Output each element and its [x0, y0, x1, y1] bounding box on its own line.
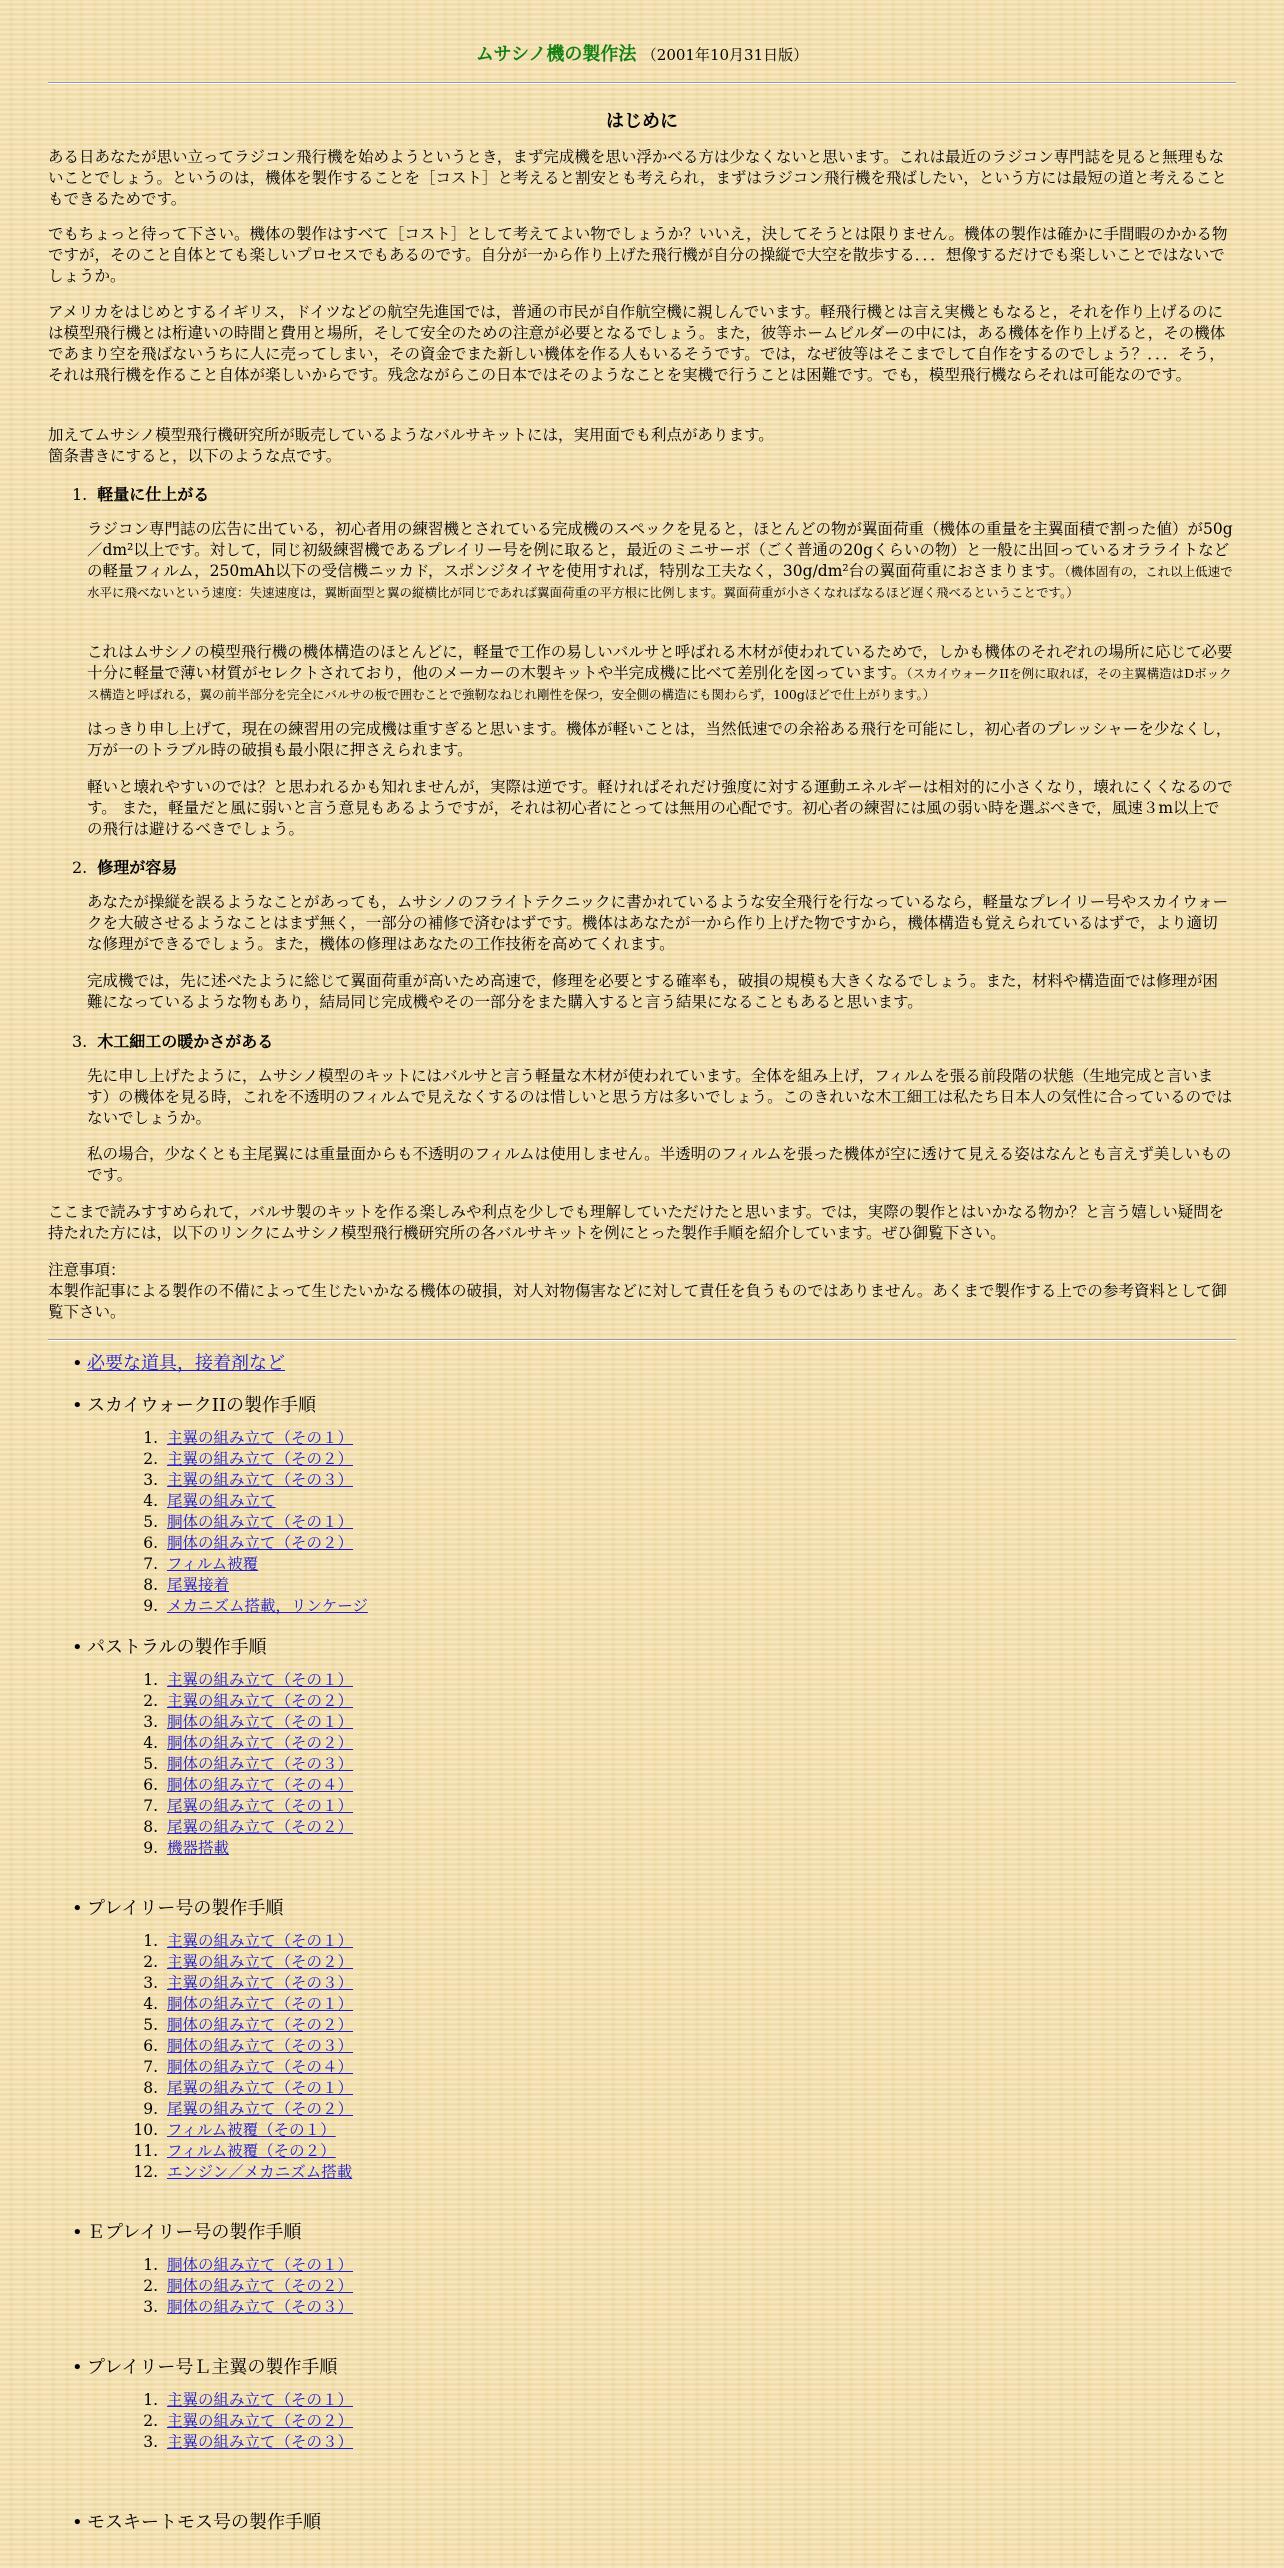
intro-paragraph-2: でもちょっと待って下さい。機体の製作はすべて［コスト］として考えてよい物でしょうか？いいえ，決してそうとは限りません。機体の製作は確かに手間暇のかかる物ですが，そのこと自体とても楽しいプロセスでもあるのです。自分が一から作り上げた飛行機が自分の操縦で大空を散歩する．．．想像するだけでも楽しいことではないでしょうか。 [48, 225, 1228, 285]
list-item [163, 2411, 1232, 2432]
section-heading: はじめに [606, 111, 678, 132]
procedure-index [52, 1352, 1232, 2535]
list-item [163, 1470, 1232, 1491]
list-item [163, 1428, 1232, 1449]
point-number: 3. [72, 1032, 88, 1051]
paragraph-text: これはムサシノの模型飛行機の機体構造のほとんどに，軽量で工作の易しいバルサと呼ばれる木材が使われているためで，しかも機体のそれぞれの場所に応じて必要十分に軽量で薄い材質がセレクトされており，他のメーカーの木製キットや半完成機に比べて差別化を図っています。 [87, 643, 1233, 682]
list-item [163, 1512, 1232, 1533]
section-title: プレイリー号Ｌ主翼の製作手順 [87, 2357, 338, 2378]
point-1-paragraph-1 [87, 519, 1233, 603]
list-item [163, 2141, 1232, 2162]
procedure-link[interactable]: 主翼の組み立て（その２） [167, 1953, 354, 1971]
paragraph-note: （スカイウォークIIを例に取れば，その主翼構造はDボックス構造と呼ばれる，翼の前半部分を完全にバルサの板で囲むことで強靭なねじれ剛性を保つ，安全側の構造にも関わらず，100gほどで仕上がります。） [87, 666, 1232, 702]
page-header [0, 40, 1284, 66]
point-number: 1. [72, 485, 88, 504]
list-item [163, 1973, 1232, 1994]
procedure-list [87, 2390, 1232, 2453]
procedure-link[interactable]: 胴体の組み立て（その１） [167, 2256, 354, 2274]
list-item [163, 1817, 1232, 1838]
procedure-link[interactable]: 尾翼の組み立て（その２） [167, 2100, 354, 2118]
procedure-list [87, 1428, 1232, 1617]
list-item [163, 2432, 1232, 2453]
list-item [163, 1775, 1232, 1796]
section-title: Ｅプレイリー号の製作手順 [87, 2222, 302, 2243]
list-item [163, 1691, 1232, 1712]
point-3-paragraph-1: 先に申し上げたように，ムサシノ模型のキットにはバルサと言う軽量な木材が使われています。全体を組み上げ，フィルムを張る前段階の状態（生地完成と言います）の機体を見る時，これを不透明のフィルムで見えなくするのは惜しいと思う方は多いでしょう。このきれいな木工細工は私たち日本人の気性に合っているのではないでしょうか。 [87, 1067, 1233, 1127]
point-3-heading [72, 1029, 273, 1052]
procedure-link[interactable]: 機器搭載 [167, 1839, 230, 1857]
top-divider [48, 82, 1236, 84]
procedure-link[interactable]: 主翼の組み立て（その１） [167, 1671, 354, 1689]
list-item [163, 1554, 1232, 1575]
section-title: パストラルの製作手順 [87, 1637, 267, 1658]
procedure-link[interactable]: 尾翼の組み立て（その１） [167, 1797, 354, 1815]
procedure-link[interactable]: 主翼の組み立て（その３） [167, 1974, 354, 1992]
point-2-heading [72, 855, 177, 878]
list-item [163, 2078, 1232, 2099]
procedure-link[interactable]: 主翼の組み立て（その１） [167, 1932, 354, 1950]
procedure-list [87, 2255, 1232, 2318]
intro-paragraph-4a: 加えてムサシノ模型飛行機研究所が販売しているようなバルサキットには，実用面でも利点があります。 [48, 426, 774, 444]
procedure-link[interactable]: 主翼の組み立て（その２） [167, 2412, 354, 2430]
list-item [52, 1352, 1232, 1376]
point-title: 木工細工の暖かさがある [97, 1032, 274, 1051]
list-item [163, 1733, 1232, 1754]
intro-paragraph-1: ある日あなたが思い立ってラジコン飛行機を始めようというとき，まず完成機を思い浮かべる方は少なくないと思います。これは最近のラジコン専門誌を見ると無理もないことでしょう。というのは，機体を製作することを［コスト］と考えると割安とも考えられ，まずはラジコン飛行機を飛ばしたい，という方には最短の道と考えることもできるためです。 [48, 148, 1227, 208]
list-item [163, 1575, 1232, 1596]
toc-section-prairie-l-wing [52, 2356, 1232, 2453]
procedure-link[interactable]: 胴体の組み立て（その３） [167, 1755, 354, 1773]
procedure-link[interactable]: 胴体の組み立て（その４） [167, 2058, 354, 2076]
procedure-link[interactable]: 尾翼の組み立て（その２） [167, 1818, 354, 1836]
procedure-link[interactable]: 胴体の組み立て（その１） [167, 1513, 354, 1531]
list-item [163, 2276, 1232, 2297]
intro-paragraph-3: アメリカをはじめとするイギリス，ドイツなどの航空先進国では，普通の市民が自作航空機に親しんでいます。軽飛行機とは言え実機ともなると，それを作り上げるのには模型飛行機とは桁違いの時間と費用と場所，そして安全のための注意が必要となるでしょう。また，彼等ホームビルダーの中には，ある機体を作り上げると，その機体であまり空を飛ばないうちに人に売ってしまい，その資金でまた新しい機体を作る人もいるそうです。では，なぜ彼等はそこまでして自作をするのでしょう？．．．そう，それは飛行機を作ること自体が楽しいからです。残念ながらこの日本ではそのようなことを実機で行うことは困難です。でも，模型飛行機ならそれは可能なのです。 [48, 303, 1226, 384]
list-item [163, 1449, 1232, 1470]
procedure-link[interactable]: フィルム被覆 [167, 1555, 259, 1573]
list-item [163, 2099, 1232, 2120]
procedure-list [87, 1931, 1232, 2183]
list-item [163, 1712, 1232, 1733]
point-title: 修理が容易 [97, 858, 178, 877]
point-1-paragraph-4: 軽いと壊れやすいのでは？と思われるかも知れませんが，実際は逆です。軽ければそれだけ強度に対する運動エネルギーは相対的に小さくなり，壊れにくくなるのです。 また，軽量だと風に弱いと言う意見もあるようですが，それは初心者にとっては無用の心配です。初心者の練習には風の弱い時を選ぶべきで，風速３m以上での飛行は避けるべきでしょう。 [87, 778, 1233, 838]
point-title: 軽量に仕上がる [97, 485, 210, 504]
page-date: （2001年10月31日版） [641, 46, 809, 64]
point-1-heading [72, 482, 209, 505]
page-title: ムサシノ機の製作法 [475, 44, 637, 65]
procedure-link[interactable]: 主翼の組み立て（その２） [167, 1692, 354, 1710]
procedure-link[interactable]: 胴体の組み立て（その２） [167, 1734, 354, 1752]
procedure-link[interactable]: 胴体の組み立て（その２） [167, 1534, 354, 1552]
procedure-link[interactable]: 主翼の組み立て（その３） [167, 1471, 354, 1489]
toc-section-e-prairie [52, 2221, 1232, 2318]
procedure-link[interactable]: フィルム被覆（その１） [167, 2121, 336, 2139]
list-item [163, 2297, 1232, 2318]
list-item [163, 2162, 1232, 2183]
procedure-link[interactable]: エンジン／メカニズム搭載 [167, 2163, 353, 2181]
procedure-link[interactable]: 尾翼の組み立て（その１） [167, 2079, 354, 2097]
toc-section-mosquito-moth [52, 2511, 1232, 2535]
point-number: 2. [72, 858, 88, 877]
point-3-paragraph-2: 私の場合，少なくとも主尾翼には重量面からも不透明のフィルムは使用しません。半透明のフィルムを張った機体が空に透けて見える姿はなんとも言えず美しいものです。 [87, 1145, 1232, 1184]
procedure-link[interactable]: メカニズム搭載，リンケージ [167, 1597, 368, 1615]
paragraph-text: ラジコン専門誌の広告に出ている，初心者用の練習機とされている完成機のスペックを見ると，ほとんどの物が翼面荷重（機体の重量を主翼面積で割った値）が50g／dm²以上です。対して，同じ初級練習機であるプレイリー号を例に取ると，最近のミニサーボ（ごく普通の20gくらいの物）と一般に出回っているオラライトなどの軽量フィルム，250mAh以下の受信機ニッカド，スポンジタイヤを使用すれば，特別な工夫なく，30g/dm²台の翼面荷重におさまります。 [87, 520, 1233, 580]
point-2-paragraph-2: 完成機では，先に述べたように総じて翼面荷重が高いため高速で，修理を必要とする確率も，破損の規模も大きくなるでしょう。また，材料や構造面では修理が困難になっているような物もあり，結局同じ完成機やその一部分をまた購入すると言う結果になることもあると思います。 [87, 972, 1219, 1011]
procedure-link[interactable]: 尾翼接着 [167, 1576, 230, 1594]
procedure-link[interactable]: 胴体の組み立て（その２） [167, 2016, 354, 2034]
toc-section-prairie [52, 1897, 1232, 2183]
notice-label: 注意事項： [48, 1261, 126, 1279]
intro-paragraph-4b: 箇条書きにすると，以下のような点です。 [48, 447, 342, 465]
list-item [163, 1838, 1232, 1859]
list-item [163, 1670, 1232, 1691]
list-item [163, 1952, 1232, 1973]
toc-section-skywalk [52, 1394, 1232, 1617]
procedure-link[interactable]: 胴体の組み立て（その４） [167, 1776, 354, 1794]
point-1-paragraph-3: はっきり申し上げて，現在の練習用の完成機は重すぎると思います。機体が軽いことは，当然低速での余裕ある飛行を可能にし，初心者のプレッシャーを少なくし，万が一のトラブル時の破損も最小限に押さえられます。 [87, 720, 1232, 759]
procedure-list [87, 1670, 1232, 1859]
list-item [163, 2255, 1232, 2276]
notice-text: 本製作記事による製作の不備によって生じたいかなる機体の破損，対人対物傷害などに対して責任を負うものではありません。あくまで製作する上での参考資料として御覧下さい。 [48, 1282, 1227, 1321]
section-title: モスキートモス号の製作手順 [87, 2512, 321, 2533]
procedure-link[interactable]: 尾翼の組み立て [167, 1492, 276, 1510]
procedure-link[interactable]: 主翼の組み立て（その１） [167, 1429, 354, 1447]
list-item [163, 2120, 1232, 2141]
list-item [163, 2036, 1232, 2057]
list-item [163, 1931, 1232, 1952]
list-item [163, 2015, 1232, 2036]
section-title: プレイリー号の製作手順 [87, 1898, 284, 1919]
procedure-link[interactable]: 主翼の組み立て（その３） [167, 2433, 354, 2451]
procedure-link[interactable]: 胴体の組み立て（その１） [167, 1713, 354, 1731]
list-item [163, 2057, 1232, 2078]
point-2-paragraph-1: あなたが操縦を誤るようなことがあっても，ムサシノのフライトテクニックに書かれているような安全飛行を行なっているなら，軽量なプレイリー号やスカイウォークを大破させるようなことはまず無く，一部分の補修で済むはずです。機体はあなたが一から作り上げた物ですから，機体構造も覚えられているはずで，より適切な修理ができるでしょう。また，機体の修理はあなたの工作技術を高めてくれます。 [87, 893, 1229, 953]
procedure-link[interactable]: 胴体の組み立て（その１） [167, 1995, 354, 2013]
procedure-link[interactable]: 主翼の組み立て（その２） [167, 1450, 354, 1468]
toc-section-pastoral [52, 1636, 1232, 1859]
closing-paragraph: ここまで読みすすめられて，バルサ製のキットを作る楽しみや利点を少しでも理解していただけたと思います。では，実際の製作とはいかなる物か？と言う嬉しい疑問を持たれた方には，以下のリンクにムサシノ模型飛行機研究所の各バルサキットを例にとった製作手順を紹介しています。ぜひ御覧下さい。 [48, 1203, 1225, 1242]
procedure-link[interactable]: 胴体の組み立て（その３） [167, 2298, 354, 2316]
paragraph-note: （機体固有の，これ以上低速で水平に飛べないという速度：失速速度は，翼断面型と翼の縦横比が同じであれば翼面荷重の平方根に比例します。翼面荷重が小さくなればなるほど遅く飛べるということです。） [87, 564, 1233, 600]
list-item [163, 1754, 1232, 1775]
list-item [163, 1533, 1232, 1554]
procedure-link[interactable]: 主翼の組み立て（その１） [167, 2391, 354, 2409]
list-item [163, 1596, 1232, 1617]
list-item [163, 1491, 1232, 1512]
procedure-link[interactable]: フィルム被覆（その２） [167, 2142, 336, 2160]
procedure-link[interactable]: 胴体の組み立て（その２） [167, 2277, 354, 2295]
list-item [163, 2390, 1232, 2411]
notice-block [48, 1260, 1234, 1323]
tools-link[interactable]: 必要な道具，接着剤など [87, 1353, 285, 1374]
intro-paragraph-4 [48, 425, 1234, 467]
list-item [163, 1796, 1232, 1817]
list-item [163, 1994, 1232, 2015]
procedure-link[interactable]: 胴体の組み立て（その３） [167, 2037, 354, 2055]
middle-divider [48, 1339, 1236, 1341]
section-title: スカイウォークIIの製作手順 [87, 1395, 316, 1416]
point-1-paragraph-2 [87, 642, 1233, 705]
